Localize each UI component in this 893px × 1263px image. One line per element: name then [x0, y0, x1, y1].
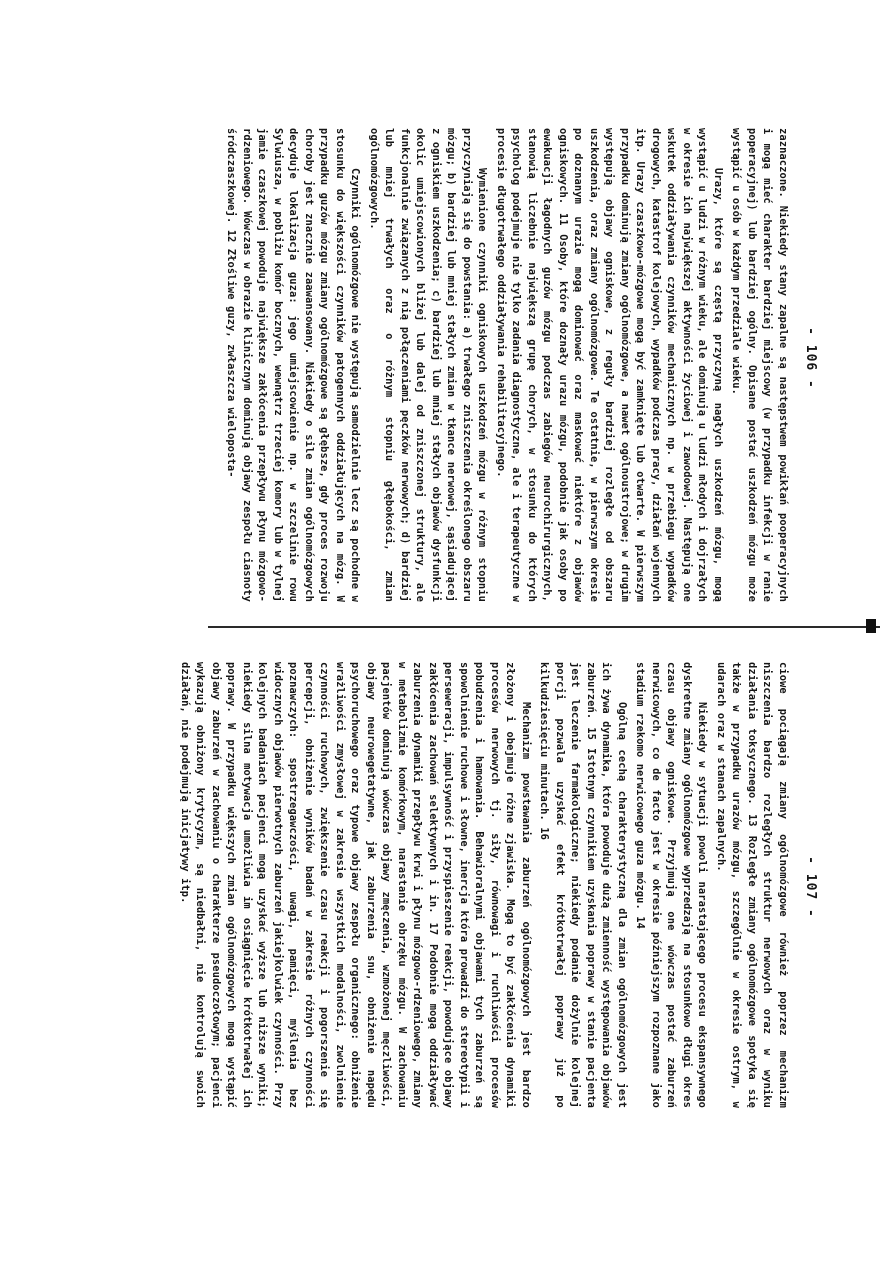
paragraph: Niekiedy w sytuacji powoli narastającego procesu ekspansywnego dyskretne zmiany ogólnomózgowe wyprzedzają na stosunkowo długi okres czasu objawy ogniskowe. Przyjmują one wówczas postać zaburzeń nerwicowych, co de facto jest w okresie późniejszym rozpoznane jako stadium rzekomo nerwicowego guza mózgu. 14 — [634, 662, 709, 1108]
paragraph: Ogólną cechą charakterystyczną dla zmian ogólnomózgowych jest ich żywa dynamika, która powoduje dużą zmienność występowania objawów zaburzeń. 15 Istotnym czynnikiem uzyskania poprawy w stanie pacjenta jest leczenie farmakologiczne; niekiedy podanie dożylnie kolejnej porcji pozwala uzyskać efekt krótkotrwałej poprawy już po kilkudziesięciu minutach. 16 — [538, 662, 628, 1108]
page-106-text — [223, 128, 790, 602]
page-number-106: - 106 - — [803, 327, 818, 389]
page-107 — [174, 662, 818, 1108]
page-106 — [220, 128, 818, 602]
paragraph: Urazy, które są częstą przyczyną nagłych uszkodzeń mózgu, mogą wystąpić u ludzi w różnym wieku, ale dominują u ludzi młodych i dojrzałych w okresie ich największej aktywności życiowej i zawodowej. Następują one wskutek oddziaływania czynników mechanicznych np. w przebiegu wypadków drogowych, katastrof kolejowych, wypadków podczas pracy, działań wojennych itp. Urazy czaszkowo-mózgowe mogą być zamknięte lub otwarte. W pierwszym przypadku dominują zmiany ogólnomózgowe, a nawet ogólnoustrojowe; w drugim występują objawy ogniskowe, z reguły bardziej rozległe od obszaru uszkodzenia, oraz zmiany ogólnomózgowe. Te ostatnie, w pierwszym okresie po doznanym urazie mogą dominować oraz maskować niektóre z objawów ogniskowych. 11 Osoby, które doznały urazu mózgu, podobnie jak osoby po ewakuacji łagodnych guzów mózgu podczas zabiegów neurochirurgicznych, stanowią liczebnie największą grupę chorych, w stosunku do których psycholog podejmuje nie tylko zadania diagnostyczne, ale i terapeutyczne w procesie długotrwałego oddziaływania rehabilitacyjnego. — [495, 128, 724, 602]
paragraph: zaznaczone. Niekiedy stany zapalne są następstwem powikłań pooperacyjnych i mogą mieć charakter bardziej miejscowy (w przypadku infekcji w ranie poperacyjnej) lub bardziej ogólny. Opisane postać uszkodzeń mózgu może wystąpić u osób w każdym przedziale wieku. — [730, 128, 789, 602]
page-107-text — [177, 662, 791, 1108]
paragraph: ciowe pociągają zmiany ogólnomózgowe również poprzez mechanizm niszczenia bardzo rozległych struktur nerwowych oraz w wyniku działania toksycznego. 13 Rozległe zmiany ogólnomózgowe spotyka się także w przypadku urazów mózgu, szczególnie w okresie ostrym, w udarach oraz w stanach zapalnych. — [715, 662, 789, 1108]
paragraph: Wymienione czynniki ogniskowych uszkodzeń mózgu w różnym stopniu przyczyniają się do powstania: a) trwałego zniszczenia określonego obszaru mózgu; b) bardziej lub mniej stałych zmian w tkance nerwowej, sąsiadującej z ogniskiem uszkodzenia; c) bardziej lub mniej stałych objawów dysfunkcji okolic umiejscowionych bliżej lub dalej od zniszczonej struktury, ale funkcjonalnie związanych z nią połączeniami pęczków nerwowych; d) bardziej lub mniej trwałych oraz o różnym stopniu głębokości, zmian ogólnomózgowych. — [368, 128, 489, 602]
page-gutter-line — [208, 626, 880, 628]
paragraph: Czynniki ogólnomózgowe nie występują samodzielnie lecz są pochodne w stosunku do większości czynników patogennych oddziałujących na mózg. W przypadku guzów mózgu zmiany ogólnomózgowe są głębsze, gdy proces rozwoju choroby jest znacznie zaawansowany. Niekiedy o sile zmian ogólnomózgowych decyduje lokalizacja guza: jego umiejscowienie np. w szczelinie rowu Sylwiusza, w pobliżu komór bocznych, wewnątrz trzeciej komory lub w tylnej jamie czaszkowej powoduje największe zakłócenia przepływu płynu mózgowo-rdzeniowego. Wówczas w obrazie klinicznym dominują objawy zespołu ciasnoty śródczaszkowej. 12 Złośliwe guzy, zwłaszcza wieloposta- — [225, 128, 362, 602]
page-number-107: - 107 - — [803, 856, 818, 918]
gutter-marker — [866, 619, 876, 633]
paragraph: Mechanizm powstawania zaburzeń ogólnomózgowych jest bardzo złożony i obejmuje różne zjawiska. Mogą to być zakłócenia dynamiki procesów nerwowych tj. siły, równowagi i ruchliwości procesów pobudzenia i hamowania. Behawioralnymi objawami tych zaburzeń są spowolnienie ruchowe i słowne, inercja która prowadzi do stereotypii i perseweracji, impulsywność i przyspieszenie reakcji, powodujące objawy zakłócenia zachowań selektywnych i in. 17 Podobnie mogą oddziaływać zaburzenia dynamiki przepływu krwi i płynu mózgowo-rdzeniowego, zmiany w metabolizmie komórkowym, narastanie obrzęku mózgu. W zachowaniu pacjentów dominują wówczas objawy zmęczenia, wzmożonej męczliwości, objawy neurowegetatywne, jak zaburzenia snu, obniżenie napędu psychoruchowego oraz typowe objawy zespołu organicznego: obniżenie wrażliwości zmysłowej w zakresie wszystkich modalności, zwolnienie czynności ruchowych, zwiększenie czasu reakcji i pogorszenie się percepcji, obniżenie wyników badań w zakresie różnych czynności poznawczych: spostrzegawczości, uwagi, pamięci, myślenia bez widocznych objawów pierwotnych zaburzeń jakiejkolwiek czynności. Przy kolejnych badaniach pacjenci mogą uzyskać wyższe lub niższe wyniki; niekiedy silna motywacja umożliwia im osiągnięcie krótkotrwałej ich poprawy. W przypadku większych zmian ogólnomózgowych mogą wystąpić objawy zaburzeń w zachowaniu o charakterze pseudoczołowym; pacjenci wykazują obniżony krytycyzm, są niedbałni, nie kontrolują swoich działań, nie podejmują inicjatywy itp. — [179, 662, 532, 1108]
